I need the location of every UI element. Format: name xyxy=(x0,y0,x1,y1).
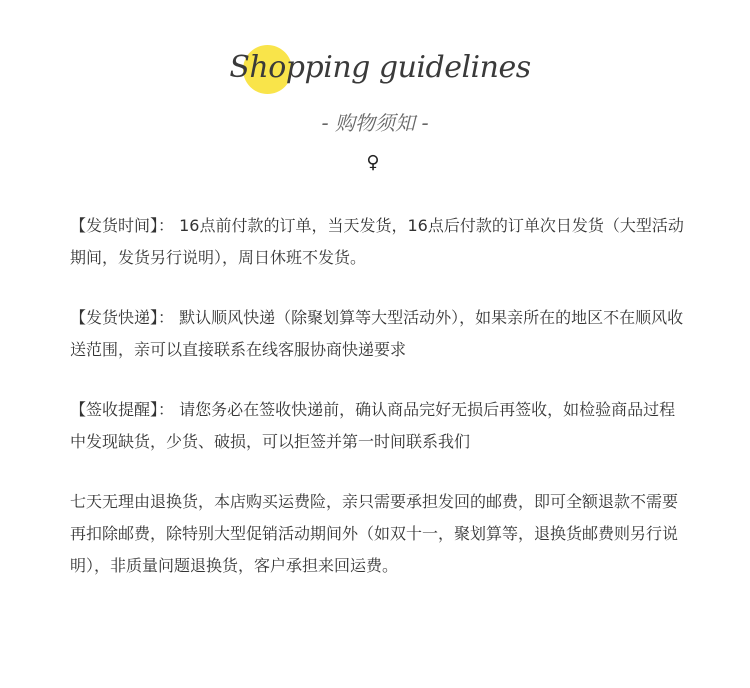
page-title: Shopping guidelines xyxy=(229,50,531,85)
guidelines-content xyxy=(70,210,690,610)
paragraph-text: ： 默认顺风快递（除聚划算等大型活动外），如果亲所在的地区不在顺风收送范围，亲可以直接联系在线客服协商快递要求 xyxy=(70,308,684,359)
paragraph-tag: 【签收提醒】 xyxy=(70,400,159,419)
paragraph-shipping-courier xyxy=(70,302,690,366)
paragraph-tag: 【发货快递】 xyxy=(70,308,159,327)
paragraph-tag: 【发货时间】 xyxy=(70,216,159,235)
page-subtitle: - 购物须知 - xyxy=(321,111,429,135)
paragraph-receipt-reminder xyxy=(70,394,690,458)
header xyxy=(0,0,750,190)
paragraph-return-policy xyxy=(70,486,690,582)
paragraph-text: ： 16点前付款的订单，当天发货，16点后付款的订单次日发货（大型活动期间，发货另行说明），周日休班不发货。 xyxy=(70,216,684,267)
paragraph-text: ： 请您务必在签收快递前，确认商品完好无损后再签收，如检验商品过程中发现缺货，少货、破损，可以拒签并第一时间联系我们 xyxy=(70,400,676,451)
paragraph-text: 七天无理由退换货，本店购买运费险，亲只需要承担发回的邮费，即可全额退款不需要再扣除邮费，除特别大型促销活动期间外（如双十一，聚划算等，退换货邮费则另行说明），非质量问题退换货，客户承担来回运费。 xyxy=(70,492,679,575)
female-symbol-icon: ♀ xyxy=(366,152,380,173)
paragraph-shipping-time xyxy=(70,210,690,274)
